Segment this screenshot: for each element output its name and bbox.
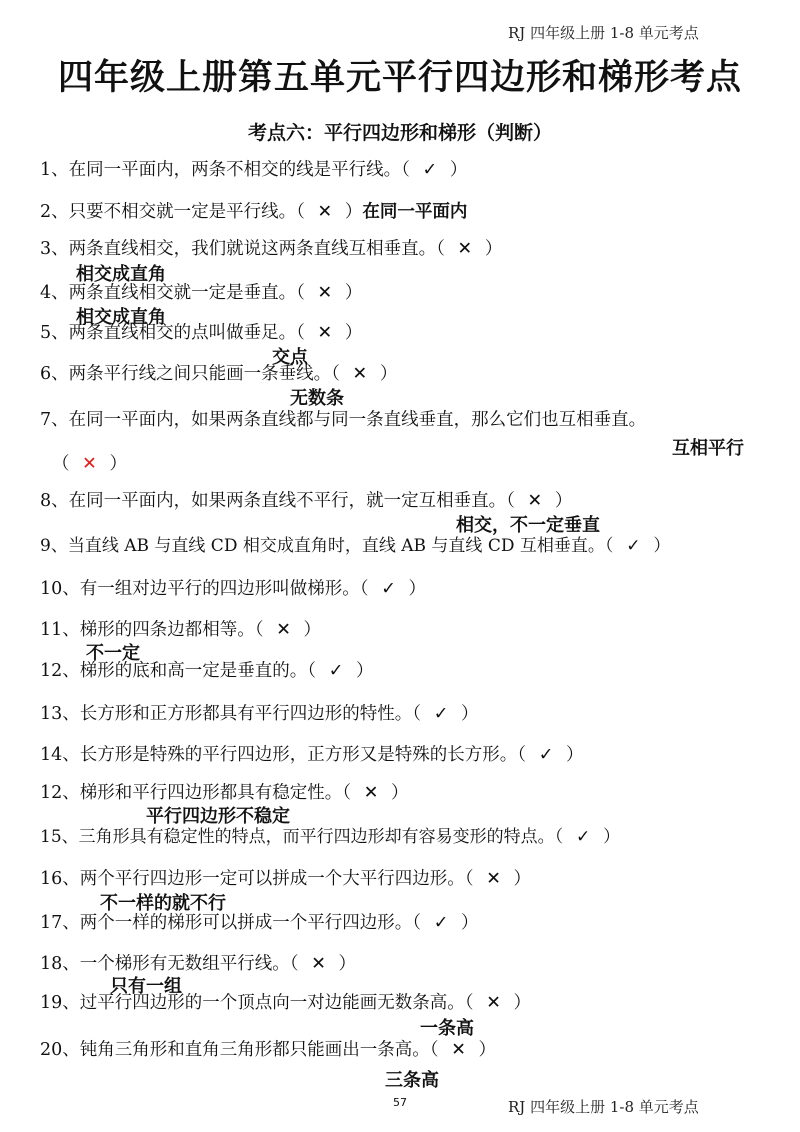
question-text: 两条直线相交，我们就说这两条直线互相垂直。（	[68, 239, 445, 259]
running-header: RJ 四年级上册 1-8 单元考点	[508, 24, 699, 42]
question-10	[40, 578, 426, 600]
cross-mark: ✕	[82, 454, 97, 474]
question-12b	[40, 782, 409, 804]
question-close: ）	[338, 954, 357, 974]
question-text: 一个梯形有无数组平行线。（	[79, 954, 299, 974]
question-number: 17、	[40, 913, 80, 933]
question-text: 两个一样的梯形可以拼成一个平行四边形。（	[79, 913, 422, 933]
correction-note: 平行四边形不稳定	[146, 806, 290, 827]
question-text: 两条直线相交的点叫做垂足。（	[68, 323, 305, 343]
question-close: ）	[566, 745, 584, 765]
question-close: ）	[478, 1040, 497, 1060]
question-number: 16、	[40, 869, 80, 889]
question-1	[40, 159, 467, 181]
question-15	[40, 826, 620, 848]
question-9	[40, 535, 670, 557]
question-text: 在同一平面内，如果两条直线都与同一条直线垂直，那么它们也互相垂直。	[68, 410, 647, 430]
question-close: ）	[461, 704, 479, 724]
cross-mark: ✕	[317, 283, 333, 303]
question-16	[40, 868, 531, 890]
question-close: ）	[391, 783, 409, 803]
question-number: 5、	[40, 323, 69, 343]
question-number: 6、	[40, 364, 69, 384]
question-12	[40, 660, 374, 682]
question-text: 梯形的四条边都相等。（	[79, 620, 264, 640]
correction-note: 三条高	[385, 1070, 439, 1091]
section-subtitle: 考点六：平行四边形和梯形（判断）	[247, 122, 552, 144]
correction-note: 相交成直角	[76, 264, 166, 285]
question-number: 12、	[40, 661, 80, 681]
correction-note: 交点	[272, 347, 308, 368]
cross-mark: ✕	[486, 869, 501, 889]
question-close: ）	[408, 579, 427, 599]
question-number: 1、	[40, 160, 69, 180]
question-text: 三角形具有稳定性的特点，而平行四边形却有容易变形的特点。（	[78, 827, 564, 847]
question-close: ）	[449, 160, 468, 180]
correction-note: 一条高	[420, 1018, 474, 1039]
question-close: ）	[484, 239, 503, 259]
correction-note: 互相平行	[672, 438, 744, 459]
question-number: 13、	[40, 704, 80, 724]
question-number: 15、	[40, 827, 79, 847]
question-text: 长方形是特殊的平行四边形，正方形又是特殊的长方形。（	[79, 745, 527, 765]
question-text: 两条直线相交就一定是垂直。（	[68, 283, 305, 303]
question-7	[40, 409, 646, 431]
page-title: 四年级上册第五单元平行四边形和梯形考点	[57, 57, 742, 98]
question-8	[40, 490, 572, 512]
question-close: ）	[344, 323, 363, 343]
correction-note: 只有一组	[110, 976, 182, 997]
check-mark: ✓	[422, 160, 438, 180]
running-footer: RJ 四年级上册 1-8 单元考点	[508, 1098, 699, 1116]
correction-note: 无数条	[290, 388, 344, 409]
question-close: ）	[513, 869, 532, 889]
question-close: ）	[461, 913, 479, 933]
cross-mark: ✕	[457, 239, 473, 259]
question-7-answer	[52, 453, 127, 475]
cross-mark: ✕	[486, 993, 501, 1013]
question-close: ）	[303, 620, 322, 640]
question-close: ）	[344, 283, 363, 303]
question-text: 有一组对边平行的四边形叫做梯形。（	[79, 579, 369, 599]
question-text: 两条平行线之间只能画一条垂线。（	[68, 364, 340, 384]
question-text: （	[52, 454, 70, 474]
question-6	[40, 363, 397, 385]
check-mark: ✓	[381, 579, 396, 599]
question-number: 4、	[40, 283, 69, 303]
correction-note: 不一定	[86, 643, 140, 664]
check-mark: ✓	[538, 745, 554, 765]
question-number: 7、	[40, 410, 69, 430]
cross-mark: ✕	[352, 364, 368, 384]
question-close: ）	[356, 661, 374, 681]
question-close: ）	[109, 454, 127, 474]
correction-note: 相交成直角	[76, 307, 166, 328]
question-number: 14、	[40, 745, 80, 765]
question-close: ）	[379, 364, 398, 384]
question-3	[40, 238, 502, 260]
question-text: 过平行四边形的一个顶点向一对边能画无数条高。（	[79, 993, 474, 1013]
question-number: 2、	[40, 202, 69, 222]
cross-mark: ✕	[317, 323, 333, 343]
question-14	[40, 744, 584, 766]
cross-mark: ✕	[527, 491, 543, 511]
check-mark: ✓	[433, 704, 449, 724]
question-text: 梯形和平行四边形都具有稳定性。（	[79, 783, 352, 803]
page-number: 57	[393, 1096, 407, 1109]
question-text: 梯形的底和高一定是垂直的。（	[79, 661, 317, 681]
question-text: 只要不相交就一定是平行线。（	[68, 202, 305, 222]
question-number: 12、	[40, 783, 80, 803]
question-text: 在同一平面内，两条不相交的线是平行线。（	[68, 160, 410, 180]
question-number: 3、	[40, 239, 69, 259]
question-4	[40, 282, 362, 304]
question-number: 10、	[40, 579, 80, 599]
question-number: 18、	[40, 954, 80, 974]
question-18	[40, 953, 356, 975]
check-mark: ✓	[576, 827, 591, 847]
question-number: 9、	[40, 536, 68, 556]
question-text: 长方形和正方形都具有平行四边形的特性。（	[79, 704, 422, 724]
question-13	[40, 703, 479, 725]
cross-mark: ✕	[276, 620, 291, 640]
question-number: 8、	[40, 491, 69, 511]
question-number: 11、	[40, 620, 80, 640]
question-17	[40, 912, 479, 934]
cross-mark: ✕	[363, 783, 379, 803]
correction-note: 不一样的就不行	[100, 893, 226, 914]
cross-mark: ✕	[311, 954, 326, 974]
question-11	[40, 619, 321, 641]
question-2	[40, 201, 467, 223]
question-close: ）	[554, 491, 573, 511]
question-close: ）	[653, 536, 671, 556]
inline-correction: 在同一平面内	[362, 202, 468, 222]
question-close: ）	[344, 202, 363, 222]
question-number: 20、	[40, 1040, 80, 1060]
check-mark: ✓	[626, 536, 641, 556]
check-mark: ✓	[433, 913, 449, 933]
question-19	[40, 992, 531, 1014]
cross-mark: ✕	[317, 202, 333, 222]
question-number: 19、	[40, 993, 80, 1013]
question-text: 钝角三角形和直角三角形都只能画出一条高。（	[79, 1040, 439, 1060]
correction-note: 相交，不一定垂直	[456, 515, 600, 536]
question-close: ）	[513, 993, 532, 1013]
check-mark: ✓	[328, 661, 344, 681]
cross-mark: ✕	[451, 1040, 466, 1060]
question-text: 在同一平面内，如果两条直线不平行，就一定互相垂直。（	[68, 491, 515, 511]
question-text: 两个平行四边形一定可以拼成一个大平行四边形。（	[79, 869, 474, 889]
question-5	[40, 322, 362, 344]
question-text: 当直线 AB 与直线 CD 相交成直角时，直线 AB 与直线 CD 互相垂直。（	[67, 536, 614, 556]
question-close: ）	[603, 827, 621, 847]
question-20	[40, 1039, 496, 1061]
